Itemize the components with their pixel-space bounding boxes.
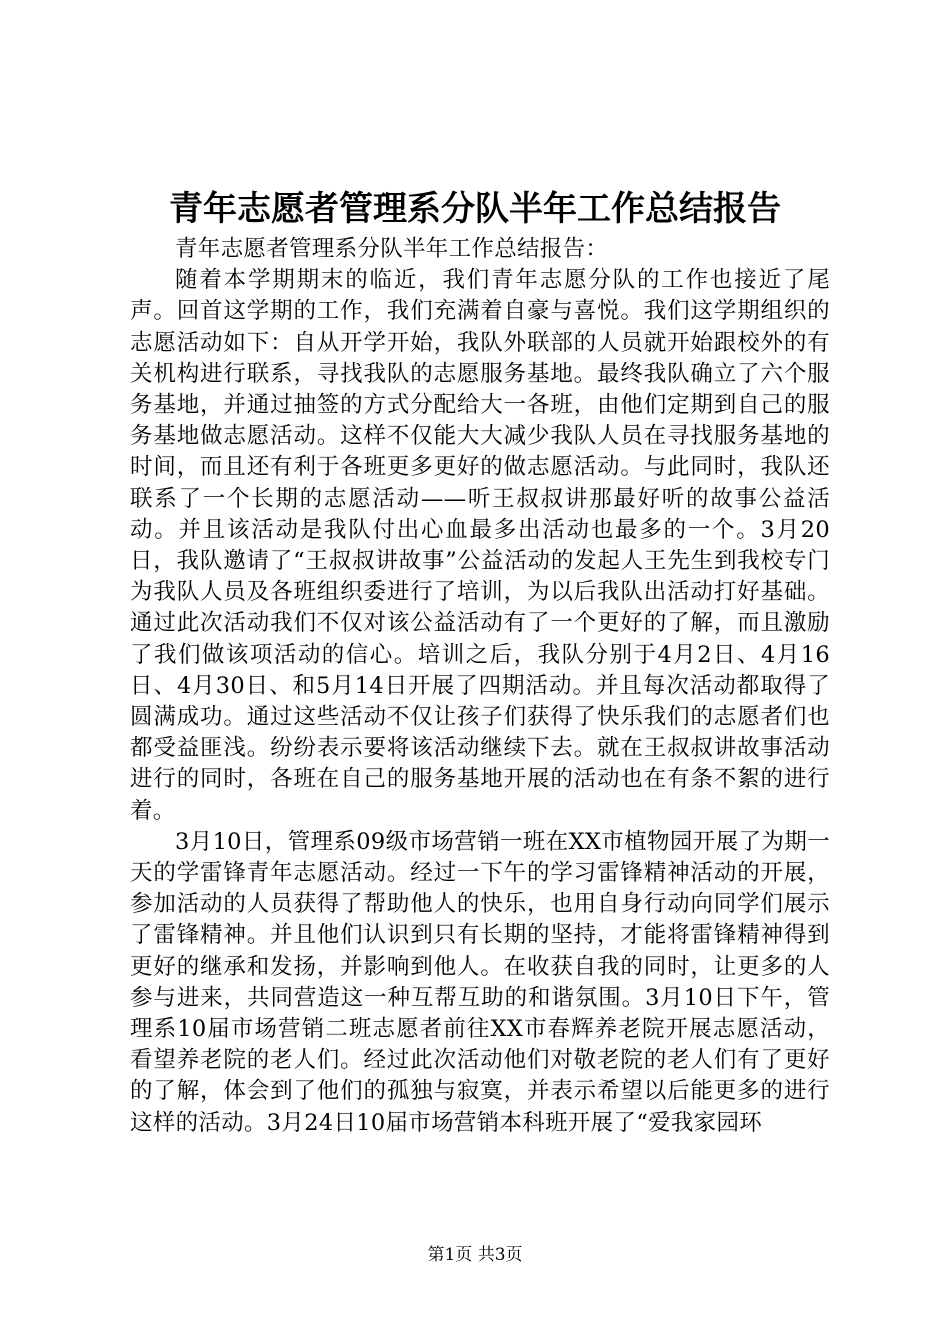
paragraph-intro: 青年志愿者管理系分队半年工作总结报告： bbox=[175, 236, 609, 262]
paragraph-1: 随着本学期期末的临近，我们青年志愿分队的工作也接近了尾声。回首这学期的工作，我们充满着自豪与喜悦。我们这学期组织的志愿活动如下：自从开学开始，我队外联部的人员就开始跟校外的有关机构进行联系，寻找我队的志愿服务基地。最终我队确立了六个服务基地，并通过抽签的方式分配给大一各班，由他们定期到自己的服务基地做志愿活动。这样不仅能大大减少我队人员在寻找服务基地的时间，而且还有利于各班更多更好的做志愿活动。与此同时，我队还联系了一个长期的志愿活动——听王叔叔讲那最好听的故事公益活动。并且该活动是我队付出心血最多出活动也最多的一个。3月20日，我队邀请了“王叔叔讲故事”公益活动的发起人王先生到我校专门为我队人员及各班组织委进行了培训，为以后我队出活动打好基础。通过此次活动我们不仅对该公益活动有了一个更好的了解，而且激励了我们做该项活动的信心。培训之后，我队分别于4月2日、4月16日、4月30日、和5月14日开展了四期活动。并且每次活动都取得了圆满成功。通过这些活动不仅让孩子们获得了快乐我们的志愿者们也都受益匪浅。纷纷表示要将该活动继续下去。就在王叔叔讲故事活动进行的同时，各班在自己的服务基地开展的活动也在有条不絮的进行着。 bbox=[130, 267, 830, 824]
document-title: 青年志愿者管理系分队半年工作总结报告 bbox=[169, 189, 781, 229]
page-footer: 第1页 共3页 bbox=[427, 1245, 523, 1265]
document-body bbox=[130, 234, 830, 1139]
paragraph-2: 3月10日，管理系09级市场营销一班在XX市植物园开展了为期一天的学雷锋青年志愿活动。经过一下午的学习雷锋精神活动的开展，参加活动的人员获得了帮助他人的快乐，也用自身行动向同学们展示了雷锋精神。并且他们认识到只有长期的坚持，才能将雷锋精神得到更好的继承和发扬，并影响到他人。在收获自我的同时，让更多的人参与进来，共同营造这一种互帮互助的和谐氛围。3月10日下午，管理系10届市场营销二班志愿者前往XX市春辉养老院开展志愿活动，看望养老院的老人们。经过此次活动他们对敬老院的老人们有了更好的了解，体会到了他们的孤独与寂寞，并表示希望以后能更多的进行这样的活动。3月24日10届市场营销本科班开展了“爱我家园环 bbox=[130, 828, 830, 1136]
